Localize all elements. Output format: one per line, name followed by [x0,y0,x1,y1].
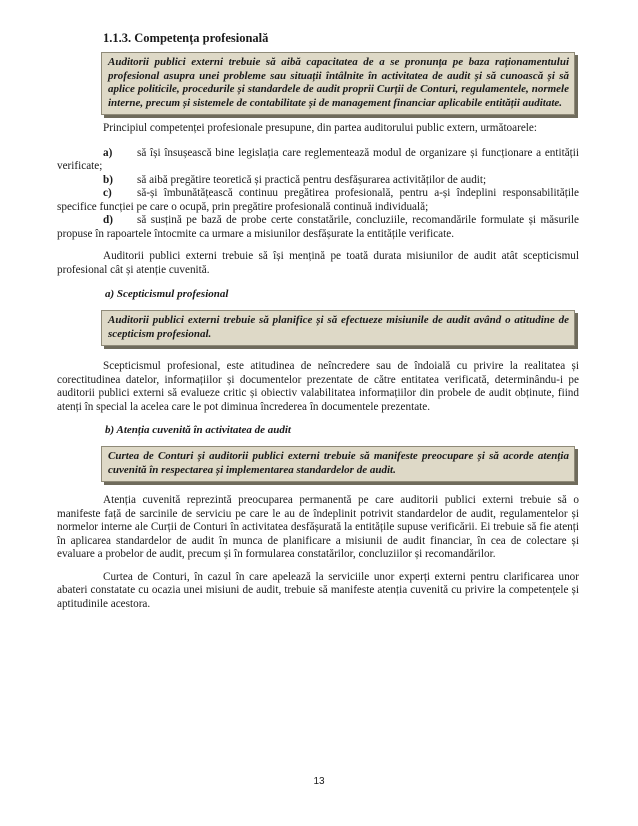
list-item-a [57,147,579,174]
intro-paragraph: Principiul competenței profesionale presupune, din partea auditorului public extern, următoarele: [103,122,537,134]
list-item-text: să își însușească bine legislația care reglementează modul de organizare și funcționare a entității verificate; [57,146,579,172]
page-number: 13 [313,776,325,787]
auditors-paragraph: Auditorii publici externi trebuie să își mențină pe toată durata misiunilor de audit atât scepticismul profesional cât și atenție cuvenită. [57,250,579,276]
principle-box-scepticism: Auditorii publici externi trebuie să planifice și să efectueze misiunile de audit având o atitudine de scepticism profesional. [101,310,575,346]
list-item-c [57,187,579,214]
page-content [57,30,579,611]
principle-box-attention: Curtea de Conturi și auditorii publici externi trebuie să manifeste preocupare și să acorde atenția cuvenită în respectarea și implementarea standardelor de audit. [101,446,575,482]
list-item-key: a) [103,146,113,159]
principle-box-competence: Auditorii publici externi trebuie să aibă capacitatea de a se pronunța pe baza raționamentului profesional asupra unei probleme sau situații întâlnite în activitatea de audit și să cunoască și să aplice politicile, procedurile și standardele de audit proprii Curții de Conturi, regulamentele, normele interne, precum și sistemele de contabilitate și de management financiar aplicabile entității auditate. [101,52,575,115]
court-paragraph: Curtea de Conturi, în cazul în care apelează la serviciile unor experți externi pentru clarificarea unor abateri constatate cu ocazia unei misiuni de audit, trebuie să manifeste atenția cuvenită cu privire la competențele și aptitudinile acestora. [57,570,579,610]
section-title: 1.1.3. Competența profesională [103,31,269,45]
list-item-text: să-și îmbunătățească continuu pregătirea profesională, pentru a-și îndeplini responsabilitățile specifice funcției pe care o ocupă, prin pregătire profesională continuă individuală; [57,187,579,213]
list-item-text: să aibă pregătire teoretică și practică pentru desfășurarea activităților de audit; [137,173,487,186]
list-item-key: d) [103,214,113,226]
scepticism-paragraph: Scepticismul profesional, este atitudinea de neîncredere sau de îndoială cu privire la realitatea și corectitudinea datelor, informațiilor și documentelor prezentate de către entitatea verificată, determinându-i pe auditorii publici externi să evalueze critic și obiectiv valabilitatea informațiilor din probele de audit obținute, fiind atenți în special la acelea care le pot diminua încrederea în documentele prezentate. [57,360,579,413]
list-item-key: b) [103,173,113,186]
subsection-title-attention: b) Atenția cuvenită în activitatea de audit [105,424,291,436]
list-item-d [57,214,579,241]
list-item-b [57,174,579,188]
subsection-title-scepticism: a) Scepticismul profesional [105,288,229,300]
list-item-key: c) [103,187,112,199]
attention-paragraph: Atenția cuvenită reprezintă preocuparea permanentă pe care auditorii publici externi trebuie să o manifeste față de sarcinile de serviciu pe care le au de îndeplinit potrivit standardelor de audit, regulamentelor și normelor interne ale Curții de Conturi în activitatea desfășurată la entitățile supuse verificării. Ei trebuie să fie atenți în aplicarea standardelor de audit în munca de planificare a misiunii de audit financiar, în cea de colectare și evaluare a probelor de audit, precum și în formularea constatărilor, concluziilor și recomandărilor. [57,494,579,560]
list-item-text: să susțină pe bază de probe certe constatările, concluziile, recomandările formulate și măsurile propuse în rapoartele întocmite ca urmare a misiunilor desfășurate la entitățile verificate. [57,214,579,240]
